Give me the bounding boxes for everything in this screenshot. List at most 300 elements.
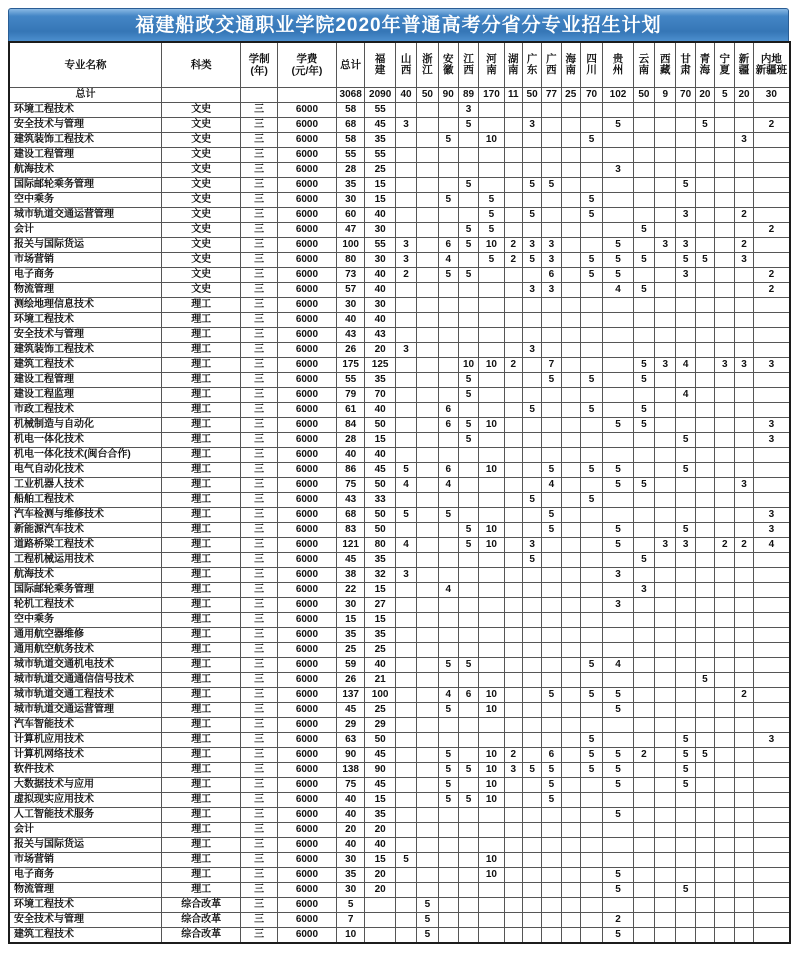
value-cell-15 bbox=[695, 838, 714, 853]
value-cell-4 bbox=[458, 568, 478, 583]
value-cell-14 bbox=[676, 148, 695, 163]
total-cell: 175 bbox=[336, 358, 364, 373]
value-cell-7 bbox=[522, 328, 541, 343]
table-row bbox=[9, 508, 790, 523]
value-cell-18: 2 bbox=[753, 268, 790, 283]
category-cell: 文史 bbox=[162, 118, 241, 133]
value-cell-17 bbox=[735, 673, 753, 688]
value-cell-2 bbox=[417, 328, 438, 343]
value-cell-0: 45 bbox=[365, 748, 396, 763]
value-cell-13: 3 bbox=[655, 538, 676, 553]
value-cell-11 bbox=[603, 193, 634, 208]
value-cell-16 bbox=[715, 583, 735, 598]
value-cell-12 bbox=[633, 118, 654, 133]
value-cell-13 bbox=[655, 793, 676, 808]
value-cell-15 bbox=[695, 433, 714, 448]
value-cell-12 bbox=[633, 853, 654, 868]
value-cell-1: 3 bbox=[395, 118, 416, 133]
value-cell-3 bbox=[438, 808, 458, 823]
value-cell-10 bbox=[580, 328, 602, 343]
value-cell-8: 5 bbox=[542, 778, 561, 793]
duration-cell: 三 bbox=[241, 808, 278, 823]
value-cell-6 bbox=[504, 223, 522, 238]
col-province-11: 贵 州 bbox=[603, 42, 634, 88]
value-cell-1 bbox=[395, 283, 416, 298]
value-cell-10 bbox=[580, 238, 602, 253]
col-province-17: 新 疆 bbox=[735, 42, 753, 88]
value-cell-6 bbox=[504, 613, 522, 628]
value-cell-8 bbox=[542, 493, 561, 508]
value-cell-4: 5 bbox=[458, 223, 478, 238]
major-cell: 航海技术 bbox=[9, 568, 162, 583]
value-cell-10 bbox=[580, 433, 602, 448]
value-cell-4 bbox=[458, 748, 478, 763]
value-cell-13 bbox=[655, 448, 676, 463]
value-cell-3: 4 bbox=[438, 688, 458, 703]
value-cell-14 bbox=[676, 553, 695, 568]
value-cell-11 bbox=[603, 343, 634, 358]
value-cell-17 bbox=[735, 193, 753, 208]
value-cell-15 bbox=[695, 898, 714, 913]
page-title: 福建船政交通职业学院2020年普通高考分省分专业招生计划 bbox=[8, 8, 789, 41]
tuition-cell: 6000 bbox=[277, 388, 336, 403]
value-cell-12: 5 bbox=[633, 553, 654, 568]
value-cell-7: 5 bbox=[522, 493, 541, 508]
duration-cell: 三 bbox=[241, 643, 278, 658]
value-cell-10 bbox=[580, 343, 602, 358]
value-cell-4 bbox=[458, 478, 478, 493]
total-cell: 30 bbox=[336, 298, 364, 313]
table-row bbox=[9, 493, 790, 508]
value-cell-5: 10 bbox=[479, 688, 504, 703]
category-cell: 理工 bbox=[162, 433, 241, 448]
value-cell-12 bbox=[633, 538, 654, 553]
value-cell-4 bbox=[458, 553, 478, 568]
value-cell-10: 5 bbox=[580, 748, 602, 763]
value-cell-11: 5 bbox=[603, 268, 634, 283]
value-cell-14 bbox=[676, 478, 695, 493]
value-cell-3: 4 bbox=[438, 478, 458, 493]
value-cell-4: 3 bbox=[458, 103, 478, 118]
value-cell-10 bbox=[580, 808, 602, 823]
value-cell-17: 2 bbox=[735, 688, 753, 703]
value-cell-10 bbox=[580, 283, 602, 298]
value-cell-2 bbox=[417, 358, 438, 373]
value-cell-16 bbox=[715, 313, 735, 328]
duration-cell: 三 bbox=[241, 358, 278, 373]
value-cell-8 bbox=[542, 298, 561, 313]
value-cell-12 bbox=[633, 688, 654, 703]
value-cell-14: 3 bbox=[676, 238, 695, 253]
value-cell-13 bbox=[655, 403, 676, 418]
total-cell: 137 bbox=[336, 688, 364, 703]
value-cell-16 bbox=[715, 508, 735, 523]
col-province-4: 江 西 bbox=[458, 42, 478, 88]
value-cell-11 bbox=[603, 403, 634, 418]
major-cell: 电子商务 bbox=[9, 868, 162, 883]
value-cell-17 bbox=[735, 763, 753, 778]
value-cell-4 bbox=[458, 208, 478, 223]
value-cell-15 bbox=[695, 343, 714, 358]
value-cell-8: 5 bbox=[542, 508, 561, 523]
table-row bbox=[9, 673, 790, 688]
value-cell-5 bbox=[479, 583, 504, 598]
value-cell-5: 10 bbox=[479, 868, 504, 883]
tuition-cell: 6000 bbox=[277, 223, 336, 238]
value-cell-18 bbox=[753, 178, 790, 193]
value-cell-13 bbox=[655, 583, 676, 598]
value-cell-3 bbox=[438, 208, 458, 223]
tuition-cell: 6000 bbox=[277, 583, 336, 598]
category-cell: 文史 bbox=[162, 223, 241, 238]
value-cell-4: 5 bbox=[458, 373, 478, 388]
col-province-5: 河 南 bbox=[479, 42, 504, 88]
value-cell-15 bbox=[695, 283, 714, 298]
value-cell-1 bbox=[395, 178, 416, 193]
value-cell-16 bbox=[715, 403, 735, 418]
value-cell-14 bbox=[676, 193, 695, 208]
category-cell: 理工 bbox=[162, 343, 241, 358]
value-cell-6 bbox=[504, 133, 522, 148]
category-cell: 理工 bbox=[162, 478, 241, 493]
value-cell-4: 5 bbox=[458, 523, 478, 538]
value-cell-13 bbox=[655, 748, 676, 763]
value-cell-8 bbox=[542, 643, 561, 658]
value-cell-18 bbox=[753, 448, 790, 463]
value-cell-18 bbox=[753, 628, 790, 643]
value-cell-10 bbox=[580, 508, 602, 523]
value-cell-17 bbox=[735, 628, 753, 643]
total-cell: 10 bbox=[336, 928, 364, 944]
value-cell-17 bbox=[735, 223, 753, 238]
value-cell-7 bbox=[522, 748, 541, 763]
value-cell-11 bbox=[603, 733, 634, 748]
value-cell-12: 2 bbox=[633, 748, 654, 763]
value-cell-2 bbox=[417, 283, 438, 298]
value-cell-18 bbox=[753, 313, 790, 328]
value-cell-1 bbox=[395, 388, 416, 403]
value-cell-14 bbox=[676, 343, 695, 358]
value-cell-10 bbox=[580, 358, 602, 373]
value-cell-9 bbox=[561, 478, 580, 493]
value-cell-10 bbox=[580, 568, 602, 583]
value-cell-5: 10 bbox=[479, 463, 504, 478]
value-cell-11 bbox=[603, 793, 634, 808]
value-cell-17 bbox=[735, 493, 753, 508]
tuition-cell: 6000 bbox=[277, 598, 336, 613]
value-cell-0: 55 bbox=[365, 148, 396, 163]
value-cell-6 bbox=[504, 448, 522, 463]
tuition-cell: 6000 bbox=[277, 148, 336, 163]
value-cell-1 bbox=[395, 298, 416, 313]
value-cell-13 bbox=[655, 703, 676, 718]
value-cell-4 bbox=[458, 868, 478, 883]
value-cell-15 bbox=[695, 103, 714, 118]
value-cell-1: 2 bbox=[395, 268, 416, 283]
col-major: 专业名称 bbox=[9, 42, 162, 88]
value-cell-3: 5 bbox=[438, 748, 458, 763]
col-tuition: 学费 (元/年) bbox=[277, 42, 336, 88]
value-cell-7 bbox=[522, 148, 541, 163]
value-cell-15 bbox=[695, 688, 714, 703]
table-row bbox=[9, 688, 790, 703]
category-cell: 理工 bbox=[162, 673, 241, 688]
summary-province-5: 170 bbox=[479, 88, 504, 103]
value-cell-7 bbox=[522, 853, 541, 868]
value-cell-6 bbox=[504, 538, 522, 553]
value-cell-8: 3 bbox=[542, 283, 561, 298]
col-province-15: 青 海 bbox=[695, 42, 714, 88]
value-cell-1: 5 bbox=[395, 508, 416, 523]
value-cell-6 bbox=[504, 838, 522, 853]
value-cell-5 bbox=[479, 568, 504, 583]
value-cell-11: 5 bbox=[603, 523, 634, 538]
table-row bbox=[9, 523, 790, 538]
value-cell-13 bbox=[655, 328, 676, 343]
value-cell-17 bbox=[735, 718, 753, 733]
value-cell-5 bbox=[479, 118, 504, 133]
value-cell-7 bbox=[522, 928, 541, 944]
value-cell-10: 5 bbox=[580, 463, 602, 478]
tuition-cell: 6000 bbox=[277, 763, 336, 778]
value-cell-2 bbox=[417, 148, 438, 163]
value-cell-9 bbox=[561, 328, 580, 343]
value-cell-14 bbox=[676, 643, 695, 658]
value-cell-13 bbox=[655, 673, 676, 688]
category-cell: 文史 bbox=[162, 133, 241, 148]
value-cell-1 bbox=[395, 598, 416, 613]
value-cell-7 bbox=[522, 508, 541, 523]
value-cell-3 bbox=[438, 328, 458, 343]
total-cell: 30 bbox=[336, 193, 364, 208]
value-cell-4 bbox=[458, 343, 478, 358]
value-cell-7: 5 bbox=[522, 553, 541, 568]
category-cell: 理工 bbox=[162, 493, 241, 508]
value-cell-10 bbox=[580, 898, 602, 913]
value-cell-7 bbox=[522, 433, 541, 448]
table-row bbox=[9, 328, 790, 343]
duration-cell: 三 bbox=[241, 703, 278, 718]
value-cell-18: 3 bbox=[753, 523, 790, 538]
value-cell-10 bbox=[580, 628, 602, 643]
major-cell: 通用航空航务技术 bbox=[9, 643, 162, 658]
value-cell-3 bbox=[438, 838, 458, 853]
category-cell: 文史 bbox=[162, 148, 241, 163]
value-cell-18: 2 bbox=[753, 283, 790, 298]
value-cell-11 bbox=[603, 298, 634, 313]
total-cell: 30 bbox=[336, 883, 364, 898]
value-cell-4 bbox=[458, 508, 478, 523]
tuition-cell: 6000 bbox=[277, 478, 336, 493]
value-cell-17 bbox=[735, 598, 753, 613]
value-cell-3 bbox=[438, 433, 458, 448]
value-cell-5 bbox=[479, 373, 504, 388]
value-cell-16 bbox=[715, 493, 735, 508]
major-cell: 市场营销 bbox=[9, 853, 162, 868]
value-cell-15 bbox=[695, 208, 714, 223]
value-cell-18 bbox=[753, 373, 790, 388]
duration-cell: 三 bbox=[241, 283, 278, 298]
value-cell-9 bbox=[561, 913, 580, 928]
value-cell-13: 3 bbox=[655, 358, 676, 373]
value-cell-14: 4 bbox=[676, 358, 695, 373]
value-cell-16 bbox=[715, 688, 735, 703]
value-cell-5: 10 bbox=[479, 793, 504, 808]
value-cell-16 bbox=[715, 643, 735, 658]
total-cell: 100 bbox=[336, 238, 364, 253]
value-cell-5 bbox=[479, 598, 504, 613]
value-cell-12 bbox=[633, 388, 654, 403]
value-cell-18: 3 bbox=[753, 433, 790, 448]
tuition-cell: 6000 bbox=[277, 163, 336, 178]
total-cell: 55 bbox=[336, 373, 364, 388]
value-cell-13 bbox=[655, 928, 676, 944]
value-cell-17 bbox=[735, 868, 753, 883]
value-cell-17: 3 bbox=[735, 358, 753, 373]
value-cell-2 bbox=[417, 733, 438, 748]
value-cell-8: 5 bbox=[542, 763, 561, 778]
value-cell-5: 5 bbox=[479, 253, 504, 268]
value-cell-8 bbox=[542, 133, 561, 148]
table-row bbox=[9, 718, 790, 733]
major-cell: 市政工程技术 bbox=[9, 403, 162, 418]
value-cell-13 bbox=[655, 523, 676, 538]
value-cell-14 bbox=[676, 703, 695, 718]
value-cell-5: 10 bbox=[479, 748, 504, 763]
value-cell-9 bbox=[561, 928, 580, 944]
value-cell-4 bbox=[458, 313, 478, 328]
value-cell-10: 5 bbox=[580, 688, 602, 703]
tuition-cell: 6000 bbox=[277, 613, 336, 628]
value-cell-7 bbox=[522, 388, 541, 403]
value-cell-18 bbox=[753, 643, 790, 658]
table-row bbox=[9, 883, 790, 898]
value-cell-5 bbox=[479, 628, 504, 643]
value-cell-13 bbox=[655, 268, 676, 283]
value-cell-11 bbox=[603, 388, 634, 403]
value-cell-12: 5 bbox=[633, 253, 654, 268]
value-cell-8 bbox=[542, 388, 561, 403]
value-cell-14 bbox=[676, 508, 695, 523]
value-cell-18 bbox=[753, 853, 790, 868]
value-cell-10 bbox=[580, 313, 602, 328]
value-cell-1 bbox=[395, 358, 416, 373]
value-cell-0: 30 bbox=[365, 298, 396, 313]
value-cell-16 bbox=[715, 208, 735, 223]
value-cell-0: 40 bbox=[365, 403, 396, 418]
value-cell-7 bbox=[522, 793, 541, 808]
total-cell: 80 bbox=[336, 253, 364, 268]
value-cell-2 bbox=[417, 448, 438, 463]
value-cell-18 bbox=[753, 778, 790, 793]
duration-cell: 三 bbox=[241, 313, 278, 328]
major-cell: 物流管理 bbox=[9, 283, 162, 298]
value-cell-17 bbox=[735, 913, 753, 928]
duration-cell: 三 bbox=[241, 448, 278, 463]
value-cell-17 bbox=[735, 103, 753, 118]
value-cell-6 bbox=[504, 658, 522, 673]
value-cell-10 bbox=[580, 928, 602, 944]
value-cell-16 bbox=[715, 568, 735, 583]
value-cell-11 bbox=[603, 508, 634, 523]
value-cell-11 bbox=[603, 328, 634, 343]
value-cell-9 bbox=[561, 613, 580, 628]
value-cell-8 bbox=[542, 103, 561, 118]
value-cell-7 bbox=[522, 193, 541, 208]
value-cell-0: 25 bbox=[365, 703, 396, 718]
value-cell-4 bbox=[458, 493, 478, 508]
value-cell-0: 15 bbox=[365, 433, 396, 448]
major-cell: 报关与国际货运 bbox=[9, 838, 162, 853]
major-cell: 机电一体化技术(闽台合作) bbox=[9, 448, 162, 463]
value-cell-7 bbox=[522, 583, 541, 598]
value-cell-8: 7 bbox=[542, 358, 561, 373]
value-cell-17 bbox=[735, 853, 753, 868]
table-row bbox=[9, 643, 790, 658]
value-cell-10 bbox=[580, 778, 602, 793]
summary-province-14: 70 bbox=[676, 88, 695, 103]
value-cell-4 bbox=[458, 883, 478, 898]
value-cell-7 bbox=[522, 913, 541, 928]
tuition-cell: 6000 bbox=[277, 433, 336, 448]
value-cell-4 bbox=[458, 853, 478, 868]
summary-province-0: 2090 bbox=[365, 88, 396, 103]
col-province-2: 浙 江 bbox=[417, 42, 438, 88]
duration-cell: 三 bbox=[241, 658, 278, 673]
value-cell-18: 3 bbox=[753, 418, 790, 433]
value-cell-9 bbox=[561, 103, 580, 118]
col-province-9: 海 南 bbox=[561, 42, 580, 88]
value-cell-11 bbox=[603, 223, 634, 238]
value-cell-3 bbox=[438, 493, 458, 508]
category-cell: 理工 bbox=[162, 748, 241, 763]
value-cell-15 bbox=[695, 148, 714, 163]
value-cell-7 bbox=[522, 868, 541, 883]
major-cell: 安全技术与管理 bbox=[9, 118, 162, 133]
value-cell-17 bbox=[735, 703, 753, 718]
value-cell-6 bbox=[504, 493, 522, 508]
total-cell: 75 bbox=[336, 778, 364, 793]
col-province-7: 广 东 bbox=[522, 42, 541, 88]
table-row bbox=[9, 463, 790, 478]
value-cell-8 bbox=[542, 853, 561, 868]
value-cell-3 bbox=[438, 913, 458, 928]
category-cell: 文史 bbox=[162, 268, 241, 283]
value-cell-3: 5 bbox=[438, 793, 458, 808]
tuition-cell: 6000 bbox=[277, 208, 336, 223]
value-cell-15 bbox=[695, 163, 714, 178]
duration-cell: 三 bbox=[241, 103, 278, 118]
category-cell: 理工 bbox=[162, 418, 241, 433]
category-cell: 理工 bbox=[162, 403, 241, 418]
value-cell-9 bbox=[561, 778, 580, 793]
value-cell-3: 5 bbox=[438, 268, 458, 283]
table-row bbox=[9, 268, 790, 283]
value-cell-8: 3 bbox=[542, 238, 561, 253]
value-cell-12 bbox=[633, 343, 654, 358]
value-cell-1 bbox=[395, 838, 416, 853]
value-cell-12 bbox=[633, 643, 654, 658]
value-cell-1 bbox=[395, 448, 416, 463]
value-cell-15 bbox=[695, 568, 714, 583]
value-cell-17 bbox=[735, 613, 753, 628]
major-cell: 轮机工程技术 bbox=[9, 598, 162, 613]
value-cell-18 bbox=[753, 163, 790, 178]
value-cell-5 bbox=[479, 433, 504, 448]
value-cell-11 bbox=[603, 313, 634, 328]
value-cell-15: 5 bbox=[695, 253, 714, 268]
value-cell-17 bbox=[735, 823, 753, 838]
